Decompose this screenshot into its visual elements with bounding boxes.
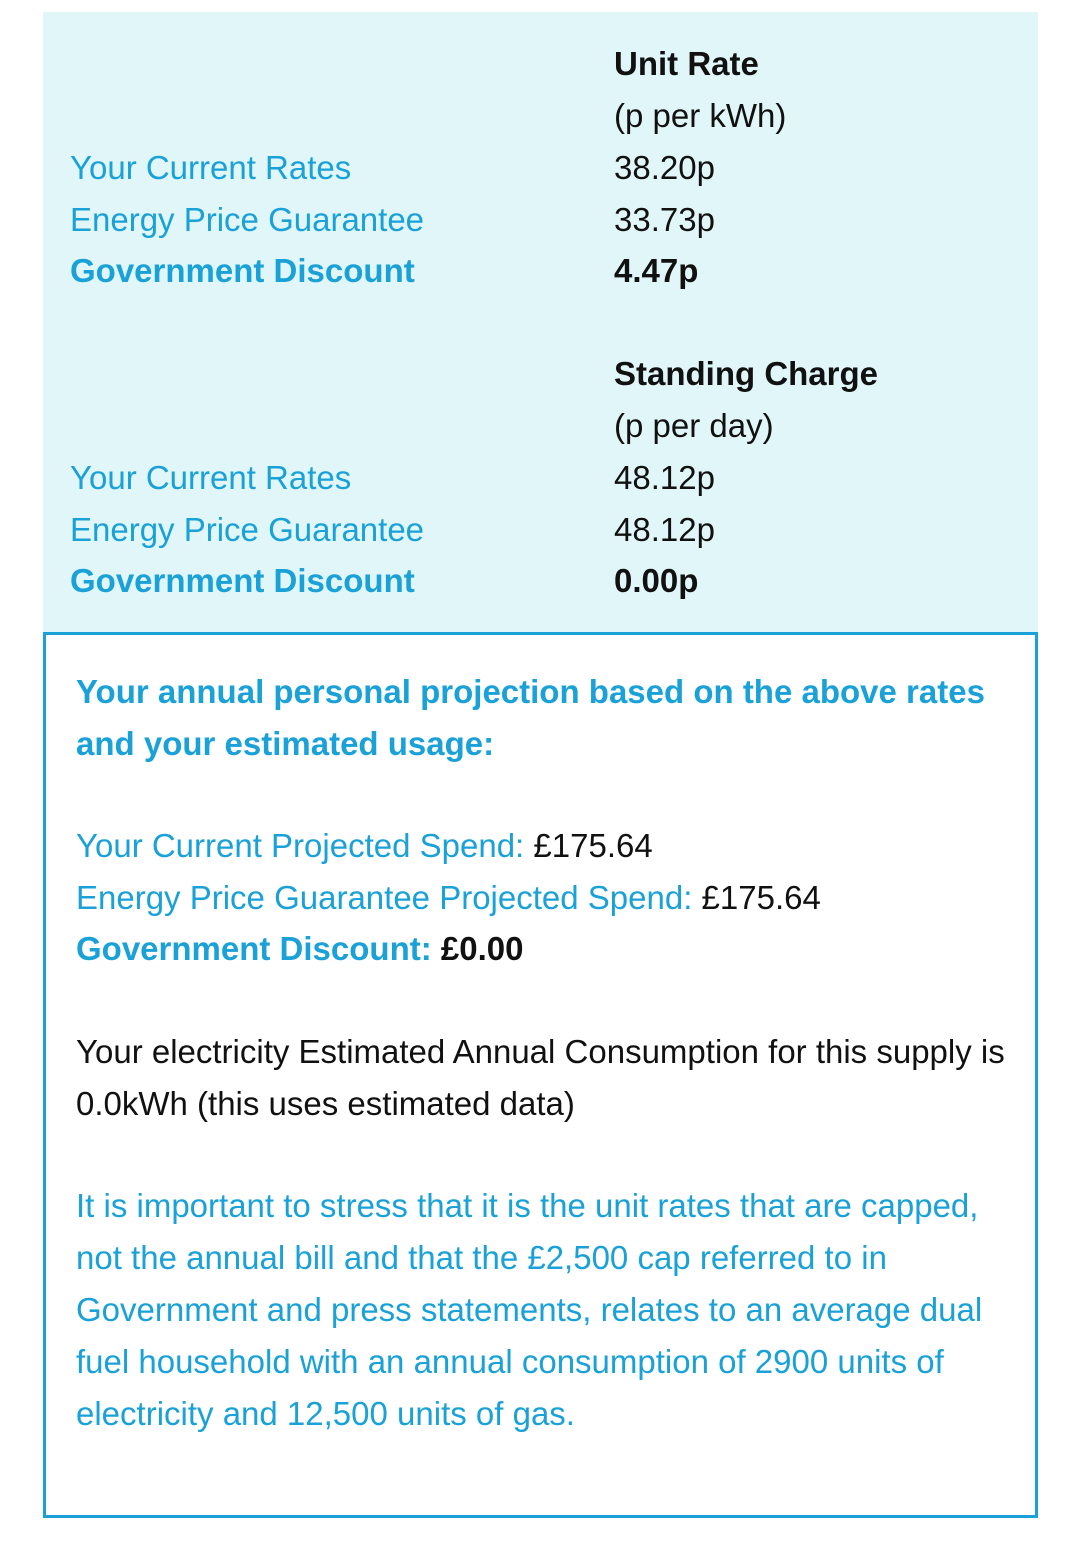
- rates-panel: [43, 12, 1038, 632]
- projected-spend-epg-value: £175.64: [701, 879, 821, 916]
- standing-charge-heading: Standing Charge: [614, 355, 879, 392]
- projection-box: [43, 632, 1038, 1518]
- projected-discount-value: £0.00: [440, 930, 524, 967]
- projected-spend-current-label: Your Current Projected Spend:: [76, 827, 525, 864]
- standing-charge-current-label: Your Current Rates: [70, 459, 352, 496]
- unit-rate-epg-value: 33.73p: [614, 201, 715, 238]
- standing-charge-discount-row: [43, 555, 1038, 607]
- projected-discount-label: Government Discount:: [76, 930, 432, 967]
- unit-rate-unit: (p per kWh): [614, 97, 787, 134]
- standing-charge-discount-label: Government Discount: [70, 562, 415, 599]
- standing-charge-epg-label: Energy Price Guarantee: [70, 511, 425, 548]
- unit-rate-heading: Unit Rate: [614, 45, 759, 82]
- unit-rate-discount-value: 4.47p: [614, 252, 699, 289]
- cap-disclaimer: It is important to stress that it is the unit rates that are capped, not the annual bill and that the £2,500 cap referred to in Government and press statements, relates to an average dual fuel household with an annual consumption of 2900 units of electricity and 12,500 units of gas.: [76, 1187, 983, 1432]
- unit-rate-current-label: Your Current Rates: [70, 149, 352, 186]
- standing-charge-discount-value: 0.00p: [614, 562, 699, 599]
- unit-rate-discount-row: [43, 245, 1038, 297]
- projection-heading: Your annual personal projection based on the above rates and your estimated usage:: [76, 673, 985, 762]
- projected-spend-current-line: [76, 820, 1016, 872]
- projected-spend-current-value: £175.64: [533, 827, 653, 864]
- standing-charge-current-row: [43, 452, 1038, 504]
- projected-spend-epg-line: [76, 872, 1016, 924]
- unit-rate-epg-row: [43, 194, 1038, 246]
- projected-discount-line: [76, 923, 1016, 975]
- unit-rate-discount-label: Government Discount: [70, 252, 415, 289]
- consumption-text: Your electricity Estimated Annual Consumption for this supply is 0.0kWh (this uses estimated data): [76, 1033, 1005, 1122]
- projected-spend-epg-label: Energy Price Guarantee Projected Spend:: [76, 879, 693, 916]
- unit-rate-current-row: [43, 142, 1038, 194]
- standing-charge-unit: (p per day): [614, 407, 774, 444]
- unit-rate-current-value: 38.20p: [614, 149, 715, 186]
- standing-charge-epg-row: [43, 504, 1038, 556]
- unit-rate-epg-label: Energy Price Guarantee: [70, 201, 425, 238]
- standing-charge-current-value: 48.12p: [614, 459, 715, 496]
- standing-charge-epg-value: 48.12p: [614, 511, 715, 548]
